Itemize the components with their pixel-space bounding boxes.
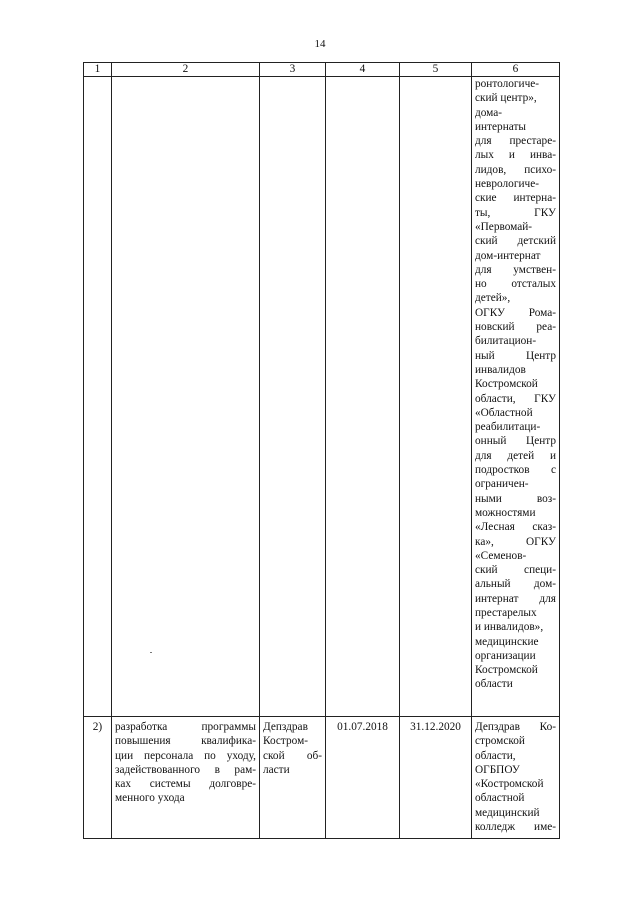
executor-line: подростков с (475, 464, 556, 477)
executor-line: ские интерна- (475, 192, 556, 205)
executor-line: дом-интернат (475, 249, 541, 262)
column-number-1: 1 (84, 63, 112, 77)
executor-line: неврологиче- (475, 178, 539, 191)
executor-line: Костромской (475, 378, 538, 391)
executor-line: ский детский (475, 235, 556, 248)
table-row-2 (84, 717, 560, 839)
executor-line: детей», (475, 292, 511, 305)
executor-line: ский специ- (475, 564, 556, 577)
executor-line: интернаты (475, 120, 526, 133)
executor-line: престарелых (475, 606, 537, 619)
executor-line: «Лесная сказ- (475, 521, 556, 534)
responsible-line: Костром- (263, 735, 308, 748)
executor-line: колледж име- (475, 821, 556, 834)
row-2-start-date: 01.07.2018 (326, 717, 400, 839)
executor-line: организации (475, 649, 536, 662)
column-number-3: 3 (260, 63, 326, 77)
row-2-executors (472, 717, 560, 839)
executor-line: медицинский (475, 806, 540, 819)
row-2-responsible (260, 717, 326, 839)
executor-line: можностями (475, 506, 536, 519)
executor-line: медицинские (475, 635, 539, 648)
executor-line: но отсталых (475, 278, 556, 291)
executor-line: ный Центр (475, 349, 556, 362)
responsible-line: Депздрав (263, 721, 308, 733)
executor-line: для умствен- (475, 263, 556, 276)
activity-line: ции персонала по уходу, (115, 749, 256, 762)
responsible-line: ласти (263, 763, 290, 776)
table-row-continued (84, 77, 560, 717)
row-2-end-date: 31.12.2020 (400, 717, 472, 839)
activity-line: менного ухода (115, 792, 185, 805)
executor-line: Костромской (475, 664, 538, 677)
responsible-line: ской об- (263, 749, 322, 762)
executor-line: новский реа- (475, 321, 556, 334)
executor-line: «Семенов- (475, 549, 527, 562)
executor-line: альный дом- (475, 578, 556, 591)
row-continued-executors (472, 77, 560, 717)
executor-line: инвалидов (475, 363, 526, 376)
row-2-activity (112, 717, 260, 839)
plan-table (83, 62, 560, 839)
executor-line: ОГБПОУ (475, 763, 520, 776)
row-continued-col4 (326, 77, 400, 717)
row-continued-col3 (260, 77, 326, 717)
executor-line: для престаре- (475, 135, 556, 148)
activity-line: повышения квалифика- (115, 735, 256, 748)
column-number-2: 2 (112, 63, 260, 77)
executor-line: билитацион- (475, 335, 537, 348)
row-continued-col2 (112, 77, 260, 717)
executor-line: лидов, психо- (475, 163, 556, 176)
executor-line: дома- (475, 106, 503, 119)
executor-line: «Областной (475, 406, 533, 419)
executor-line: «Первомай- (475, 220, 533, 233)
executor-line: ты, ГКУ (475, 206, 556, 219)
executor-line: области, (475, 749, 516, 762)
row-continued-col5 (400, 77, 472, 717)
activity-line: разработка программы (115, 721, 256, 733)
row-continued-col1 (84, 77, 112, 717)
table-header-row (84, 63, 560, 77)
executor-line: ОГКУ Рома- (475, 306, 556, 319)
page-number: 14 (314, 38, 326, 50)
executor-line: ронтологиче- (475, 78, 540, 90)
row-2-number: 2) (84, 717, 112, 839)
executor-line: онный Центр (475, 435, 556, 448)
executor-line: и инвалидов», (475, 621, 544, 634)
executor-line: реабилитаци- (475, 421, 541, 434)
column-number-6: 6 (472, 63, 560, 77)
executor-line: Депздрав Ко- (475, 721, 556, 733)
executor-line: интернат для (475, 592, 556, 605)
scan-speck (150, 652, 152, 653)
executor-line: области, ГКУ (475, 392, 556, 405)
executor-line: для детей и (475, 449, 556, 462)
executor-line: области (475, 678, 513, 691)
executor-line: ка», ОГКУ (475, 535, 556, 548)
activity-line: задействованного в рам- (115, 763, 256, 776)
executor-line: стромской (475, 735, 525, 748)
column-number-4: 4 (326, 63, 400, 77)
executor-line: «Костромской (475, 778, 544, 791)
executor-line: ограничен- (475, 478, 529, 491)
executor-line: ский центр», (475, 92, 537, 105)
executor-line: областной (475, 792, 525, 805)
column-number-5: 5 (400, 63, 472, 77)
executor-line: ными воз- (475, 492, 556, 505)
activity-line: ках системы долговре- (115, 778, 256, 791)
executor-line: лых и инва- (475, 149, 556, 162)
